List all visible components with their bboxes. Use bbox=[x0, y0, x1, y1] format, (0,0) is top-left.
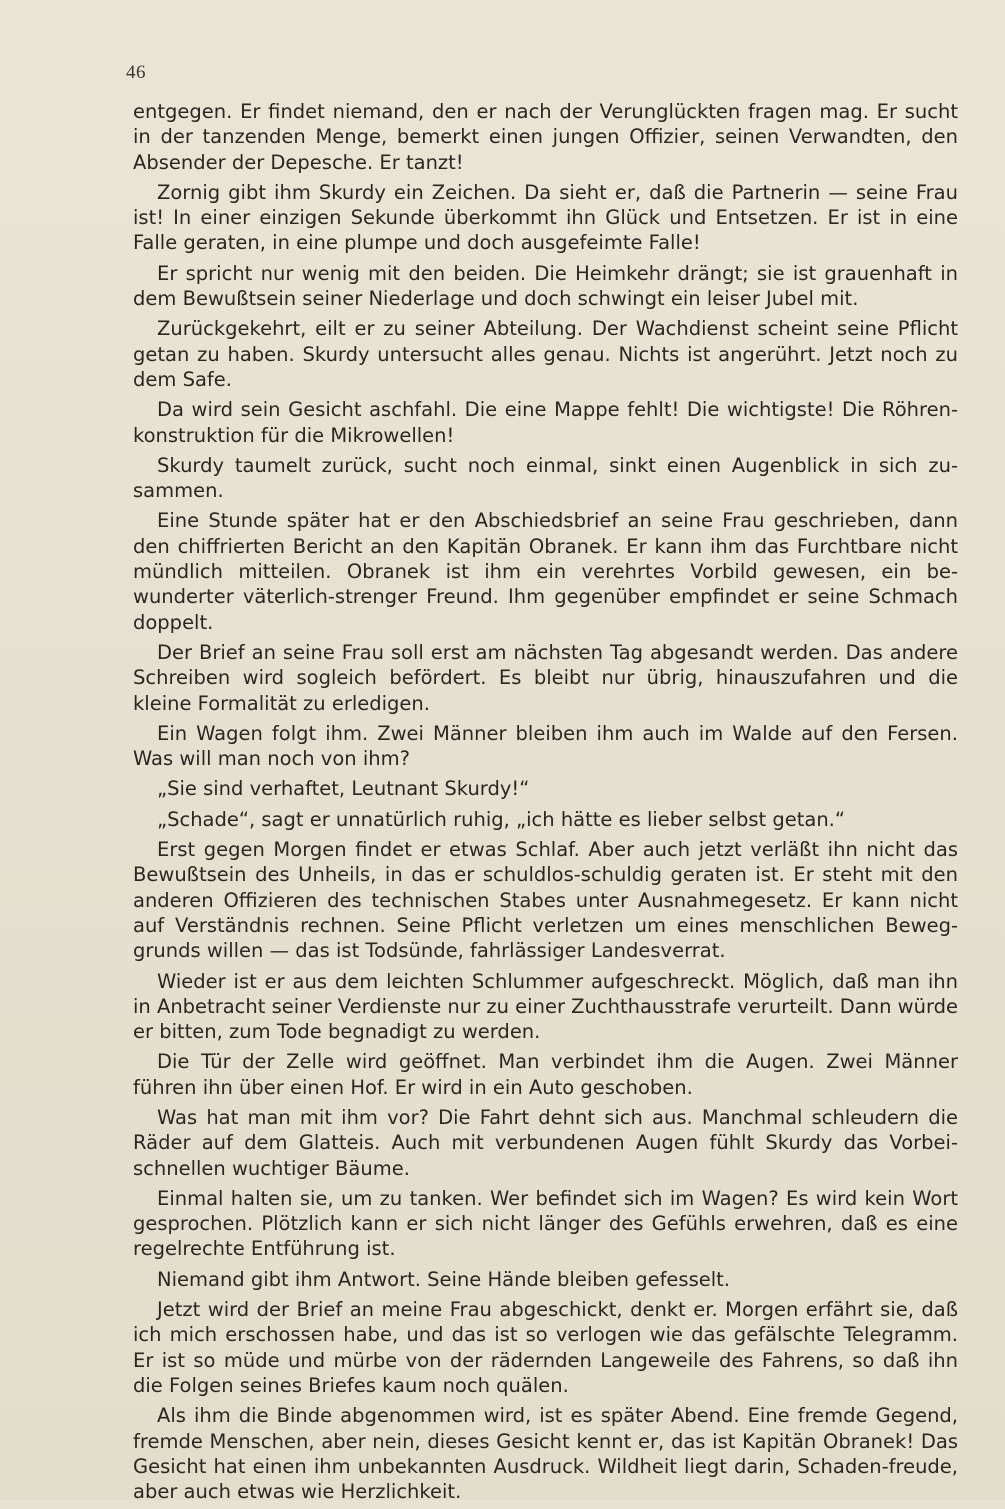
paragraph-10: „Sie sind verhaftet, Leutnant Skurdy!“ bbox=[157, 777, 530, 801]
paragraph-9: Ein Wagen folgt ihm. Zwei Männer bleiben ihm auch im Walde auf den Fersen. Was will man noch von ihm? bbox=[133, 721, 958, 771]
paragraph-15: Was hat man mit ihm vor? Die Fahrt dehnt sich aus. Manchmal schleudern die Räder auf dem Glatteis. Auch mit verbundenen Augen fühlt Skurdy das Vorbei-schnellen wuchtiger Bäume. bbox=[133, 1105, 958, 1180]
paragraph-14: Die Tür der Zelle wird geöffnet. Man verbindet ihm die Augen. Zwei Männer führen ihn über einen Hof. Er wird in ein Auto geschoben. bbox=[133, 1050, 958, 1099]
paragraph-4: Zurückgekehrt, eilt er zu seiner Abteilung. Der Wachdienst scheint seine Pflicht getan zu haben. Skurdy untersucht alles genau. Nichts ist angerührt. Jetzt noch zu dem Safe. bbox=[133, 317, 958, 391]
paragraph-17: Niemand gibt ihm Antwort. Seine Hände bleiben gefesselt. bbox=[157, 1267, 731, 1291]
paragraph-5: Da wird sein Gesicht aschfahl. Die eine Mappe fehlt! Die wichtigste! Die Röhren-konstruktion für die Mikrowellen! bbox=[133, 398, 958, 447]
paragraph-2: Zornig gibt ihm Skurdy ein Zeichen. Da sieht er, daß die Partnerin — seine Frau ist! In einer einzigen Sekunde überkommt ihn Glück und Entsetzen. Er ist in eine Falle geraten, in eine plumpe und doch ausgefeimte Falle! bbox=[133, 180, 958, 255]
paragraph-11: „Schade“, sagt er unnatürlich ruhig, „ich hätte es lieber selbst getan.“ bbox=[157, 807, 845, 831]
paragraph-1: entgegen. Er findet niemand, den er nach der Verunglückten fragen mag. Er sucht in der tanzenden Menge, bemerkt einen jungen Offizier, seinen Verwandten, den Absender der Depesche. Er tanzt! bbox=[133, 100, 958, 174]
paragraph-13: Wieder ist er aus dem leichten Schlummer aufgeschreckt. Möglich, daß man ihn in Anbetracht seiner Verdienste nur zu einer Zuchthausstrafe verurteilt. Dann würde er bitten, zum Tode begnadigt zu werden. bbox=[133, 969, 958, 1044]
paragraph-8: Der Brief an seine Frau soll erst am nächsten Tag abgesandt werden. Das andere Schreiben wird sogleich befördert. Es bleibt nur übrig, hinauszufahren und die kleine Formalität zu erledigen. bbox=[133, 640, 958, 715]
paragraph-7: Eine Stunde später hat er den Abschiedsbrief an seine Frau geschrieben, dann den chiffrierten Bericht an den Kapitän Obranek. Er kann ihm das Furchtbare nicht mündlich mitteilen. Obranek ist ihm ein verehrtes Vorbild gewesen, ein be-wunderter väterlich-strenger Freund. Ihm gegenüber empfindet er seine Schmach doppelt. bbox=[133, 509, 958, 634]
paragraph-16: Einmal halten sie, um zu tanken. Wer befindet sich im Wagen? Es wird kein Wort gesprochen. Plötzlich kann er sich nicht länger des Gefühls erwehren, daß es eine regelrechte Entführung ist. bbox=[133, 1186, 958, 1261]
paragraph-18: Jetzt wird der Brief an meine Frau abgeschickt, denkt er. Morgen erfährt sie, daß ich mich erschossen habe, und das ist so verlogen wie das gefälschte Telegramm. Er ist so müde und mürbe von der rädernden Langeweile des Fahrens, so daß ihn die Folgen seines Briefes kaum noch quälen. bbox=[133, 1298, 958, 1397]
body-text bbox=[133, 99, 958, 1509]
paragraph-12: Erst gegen Morgen findet er etwas Schlaf. Aber auch jetzt verläßt ihn nicht das Bewußtsein des Unheils, in das er schuldlos-schuldig geraten ist. Er steht mit den anderen Offizieren des technischen Stabes unter Ausnahmegesetz. Er kann nicht auf Verständnis rechnen. Seine Pflicht verletzen um eines menschlichen Beweg-grunds willen — das ist Todsünde, fahrlässiger Landesverrat. bbox=[133, 838, 958, 963]
paragraph-6: Skurdy taumelt zurück, sucht noch einmal, sinkt einen Augenblick in sich zu-sammen. bbox=[133, 453, 958, 503]
paragraph-19: Als ihm die Binde abgenommen wird, ist es später Abend. Eine fremde Gegend, fremde Menschen, aber nein, dieses Gesicht kennt er, das ist Kapitän Obranek! Das Gesicht hat einen ihm unbekannten Ausdruck. Wildheit liegt darin, Schaden-freude, aber auch etwas wie Herzlichkeit. bbox=[133, 1404, 958, 1504]
page-number: 46 bbox=[126, 62, 146, 83]
paragraph-3: Er spricht nur wenig mit den beiden. Die Heimkehr drängt; sie ist grauenhaft in dem Bewußtsein seiner Niederlage und doch schwingt ein leiser Jubel mit. bbox=[133, 261, 958, 311]
